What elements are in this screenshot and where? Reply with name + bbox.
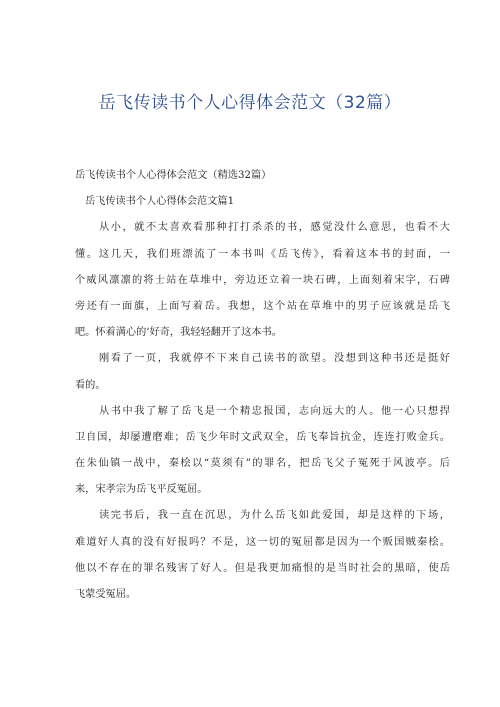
paragraph-line: 难道好人真的没有好报吗？不是，这一切的冤屈都是因为一个贩国贼秦桧。: [75, 536, 450, 548]
section-heading: 岳飞传读书个人心得体会范文篇1: [85, 196, 235, 208]
subtitle: 岳飞传读书个人心得体会范文（精选32篇）: [75, 170, 272, 181]
paragraph-line: 在朱仙镇一战中，秦桧以“莫须有”的罪名，把岳飞父子冤死于风波亭。后: [75, 458, 450, 470]
paragraph-line: 读完书后，我一直在沉思，为什么岳飞如此爱国，却是这样的下场，: [99, 510, 450, 522]
paragraph-4: [75, 503, 450, 608]
paragraph-line: 从小，就不太喜欢看那种打打杀杀的书，感觉没什么意思，也看不大: [99, 222, 450, 234]
paragraph-line: 刚看了一页，我就停不下来自己读书的欲望。没想到这种书还是挺好: [99, 353, 450, 365]
paragraph-line: 吧。怀着满心的‘好奇，我轻轻翻开了这本书。: [75, 327, 282, 339]
paragraph-2: [75, 346, 450, 398]
document-body: [75, 163, 450, 608]
paragraph-line: 懂。这几天，我们班漂流了一本书叫《岳飞传》，看着这本书的封面，一: [75, 248, 450, 260]
paragraph-line: 从书中我了解了岳飞是一个精忠报国，志向远大的人。他一心只想捍: [99, 405, 450, 417]
paragraph-1: [75, 215, 450, 346]
paragraph-3: [75, 399, 450, 504]
paragraph-line: 个威风凛凛的将士站在草堆中，旁边还立着一块石碑，上面刻着宋字，石碑: [75, 274, 450, 286]
paragraph-line: 看的。: [75, 379, 106, 391]
paragraph-line: 来，宋孝宗为岳飞平反冤屈。: [75, 484, 208, 496]
paragraph-line: 卫自国，却屡遭磨难；岳飞少年时文武双全，岳飞奉旨抗金，连连打败金兵。: [75, 431, 450, 443]
paragraph-line: 飞蒙受冤屈。: [75, 589, 137, 600]
paragraph-line: 旁还有一面旗，上面写着岳。我想，这个站在草堆中的男子应该就是岳飞: [75, 300, 450, 312]
document-title: 岳飞传读书个人心得体会范文（32篇）: [98, 93, 402, 113]
paragraph-line: 他以不存在的罪名残害了好人。但是我更加痛恨的是当时社会的黑暗，使岳: [75, 562, 450, 574]
